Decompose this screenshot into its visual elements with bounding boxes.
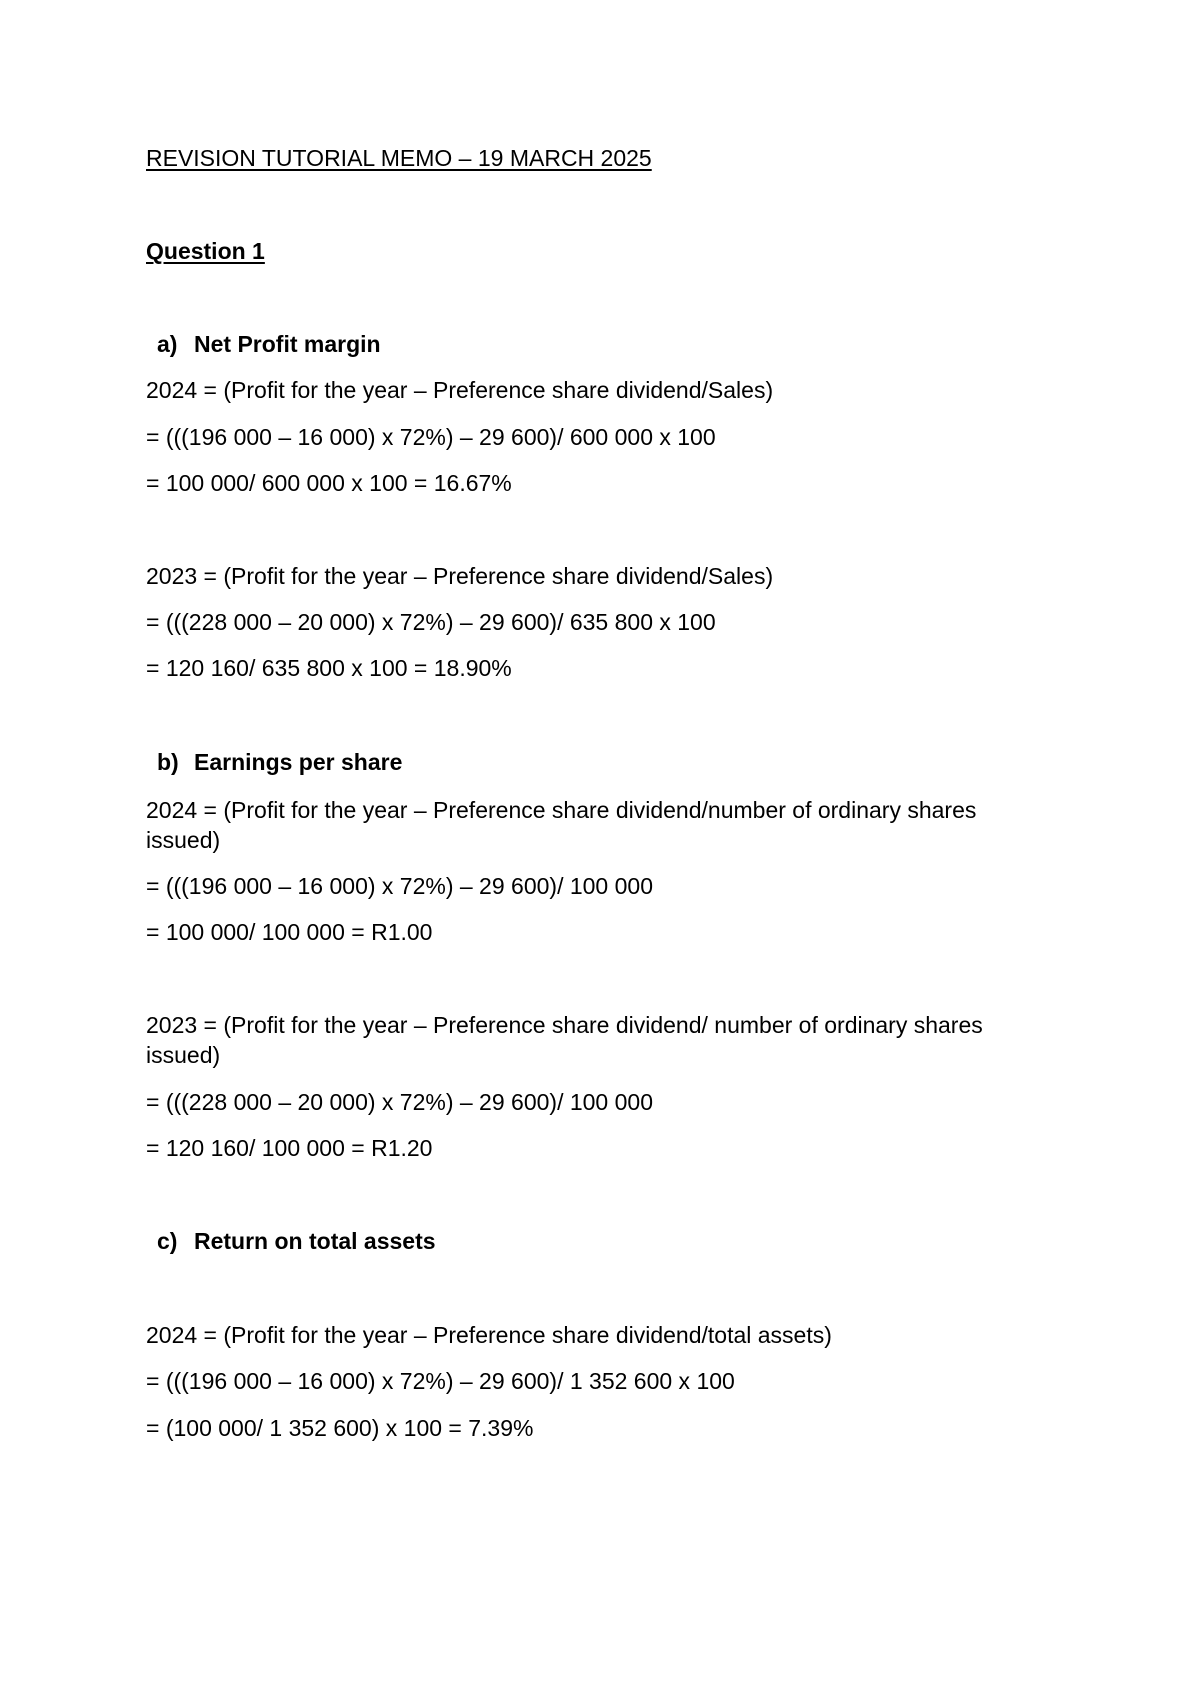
section-a-2023-formula: 2023 = (Profit for the year – Preference share dividend/Sales) [146,563,774,589]
section-b-2024-result: = 100 000/ 100 000 = R1.00 [146,919,433,945]
section-a-2024-result: = 100 000/ 600 000 x 100 = 16.67% [146,470,512,496]
section-c-heading [157,1228,436,1255]
section-b-2024-formula: 2024 = (Profit for the year – Preference share dividend/number of ordinary shares issued) [146,797,977,853]
section-c-marker: c) [157,1228,178,1254]
section-c-title: Return on total assets [194,1228,436,1254]
section-a-heading [157,331,381,358]
section-c-2024-formula: 2024 = (Profit for the year – Preference share dividend/total assets) [146,1322,832,1348]
section-b-2024-substitution: = (((196 000 – 16 000) x 72%) – 29 600)/ 100 000 [146,873,653,899]
section-b-2023-substitution: = (((228 000 – 20 000) x 72%) – 29 600)/ 100 000 [146,1089,653,1115]
section-a-2024-formula: 2024 = (Profit for the year – Preference share dividend/Sales) [146,377,774,403]
section-a-2023-result: = 120 160/ 635 800 x 100 = 18.90% [146,655,512,681]
section-b-2023-result: = 120 160/ 100 000 = R1.20 [146,1135,433,1161]
question-heading: Question 1 [146,238,265,264]
section-c-2024-result: = (100 000/ 1 352 600) x 100 = 7.39% [146,1415,534,1441]
section-c-2024-substitution: = (((196 000 – 16 000) x 72%) – 29 600)/ 1 352 600 x 100 [146,1368,735,1394]
section-a-2024-substitution: = (((196 000 – 16 000) x 72%) – 29 600)/ 600 000 x 100 [146,424,716,450]
section-b-2023-formula: 2023 = (Profit for the year – Preference share dividend/ number of ordinary shares issued) [146,1012,983,1068]
section-a-title: Net Profit margin [194,331,381,357]
section-b-heading [157,749,402,776]
section-b-title: Earnings per share [194,749,403,775]
section-a-2023-substitution: = (((228 000 – 20 000) x 72%) – 29 600)/ 635 800 x 100 [146,609,716,635]
memo-title: REVISION TUTORIAL MEMO – 19 MARCH 2025 [146,145,652,171]
section-b-marker: b) [157,749,179,775]
section-a-marker: a) [157,331,178,357]
